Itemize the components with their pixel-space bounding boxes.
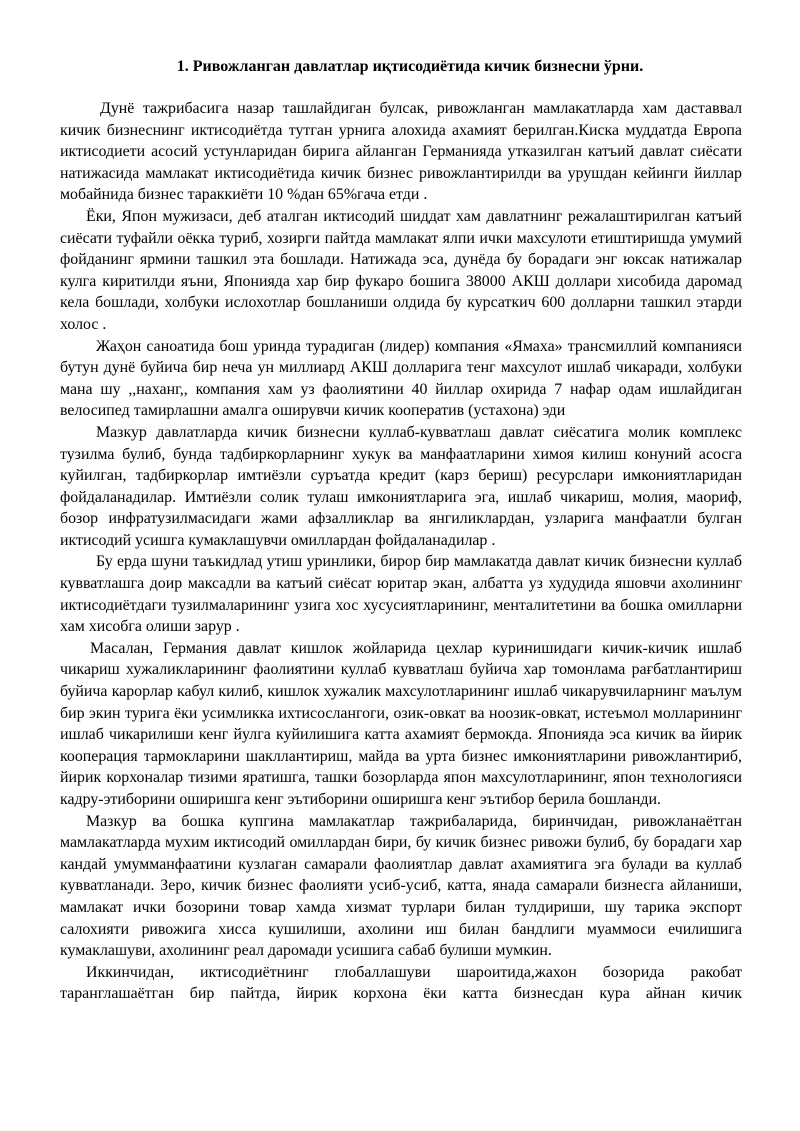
paragraph-4: Мазкур давлатларда кичик бизнесни куллаб-кувватлаш давлат сиёсатига молик комплекс тузилма булиб, бунда тадбиркорларнинг хукук ва манфаатларини химоя килиш конуний асосга куйилган, тадбиркорлар имтиёзли суръатда кредит (карз бериш) ресурслари имкониятларидан фойдаланадилар. Имтиёзли солик тулаш имкониятларига эга, ишлаб чикариш, молия, маориф, бозор инфратузилмасидаги жами афзалликлар ва янгиликлардан, узларига манфаатли булган иктисодий усишга кумаклашувчи омиллардан фойдаланадилар . xyxy=(60,423,742,549)
paragraph-2: Ёки, Япон мужизаси, деб аталган иктисодий шиддат хам давлатнинг режалаштирилган катъий сиёсати туфайли оёкка туриб, хозирги пайтда мамлакат ялпи ички махсулоти етиштиришда умумий фойданинг ярмини ташкил эта бошлади. Натижада эса, дунёда бу борадаги энг юксак натижалар кулга киритилди яъни, Японияда хар бир фукаро бошига 38000 АКШ доллари хисобида даромад кела бошлади, холбуки ислохотлар бошланиши олдида бу курсаткич 600 долларни ташкил этарди холос . xyxy=(60,207,742,333)
paragraph-1: Дунё тажрибасига назар ташлайдиган булсак, ривожланган мамлакатларда хам даставвал кичик бизнеснинг иктисодиётда тутган урнига алохида ахамият берилган.Киска муддатда Европа иктисодиети асосий устунларидан бирига айланган Германияда утказилган катъий давлат сиёсати натижасида мамлакат иктисодиётида кичик бизнес ривожлантирилди ва урушдан кейинги йиллар мобайнида бизнес тараккиёти 10 %дан 65%гача етди . xyxy=(60,100,742,204)
document-heading: 1. Ривожланган давлатлар иқтисодиётида кичик бизнесни ўрни. xyxy=(176,58,644,75)
paragraph-7: Мазкур ва бошка купгина мамлакатлар тажрибаларида, биринчидан, ривожланаётган мамлакатларда мухим иктисодий омиллардан бири, бу кичик бизнес ривожи булиб, бу борадаги хар кандай умумманфаатини кузлаган самарали фаолиятлар давлат ахамиятига эга булади ва куллаб кувватланади. Зеро, кичик бизнес фаолияти усиб-усиб, катта, янада самарали бизнесга айланиши, мамлакат ички бозорини товар хамда хизмат турлари билан тулдириши, шу тарика экспорт салохияти ривожига хисса кушилиши, ахолини иш билан бандлиги муаммоси ечилишига кумаклашуви, ахолининг реал даромади усишига сабаб булиши мумкин. xyxy=(60,812,742,960)
paragraph-5: Бу ерда шуни таъкидлад утиш уринлики, бирор бир мамлакатда давлат кичик бизнесни куллаб кувватлашга доир максадли ва катъий сиёсат юритар экан, албатта уз худудида яшовчи ахолининг иктисодиётдаги тузилмаларининг узига хос хусусиятларининг, менталитетини ва бошка омилларни хам хисобга олиши зарур . xyxy=(60,553,742,636)
paragraph-8: Иккинчидан, иктисодиётнинг глобаллашуви шароитида,жахон бозорида ракобат таранглашаётган бир пайтда, йирик корхона ёки катта бизнесдан кура айнан кичик xyxy=(60,963,742,1003)
document-page xyxy=(60,56,742,1005)
paragraph-6: Масалан, Германия давлат кишлок жойларида цехлар куринишидаги кичик-кичик ишлаб чикариш хужаликларининг фаолиятини куллаб кувватлаш буйича хар томонлама рағбатлантириш буйича карорлар кабул килиб, кишлок хужалик махсулотларининг ишлаб чикарувчиларнинг маълум бир экин турига ёки усимликка ихтисослангоги, озик-овкат ва ноозик-овкат, истеъмол молларининг ишлаб чикарилиши кенг йулга куйилишига катта ахамият бермокда. Японияда эса кичик ва йирик кооперация тармокларини шакллантириш, майда ва урта бизнес имкониятларини ривожлантириб, йирик корхоналар тизими яратишга, ташки бозорларда япон махсулотларининг, япон технологияси кадру-этиборини оширишга кенг эътиборини оширишга кенг эътибор берила бошланди. xyxy=(60,639,742,808)
paragraph-3: Жаҳон саноатида бош уринда турадиган (лидер) компания «Ямаха» трансмиллий компанияси бутун дунё буйича бир неча ун миллиард АКШ долларига тенг махсулот ишлаб чикаради, холбуки мана шу ,,наханг,, компания хам уз фаолиятини 40 йиллар охирида 7 нафар одам ишлайдиган велосипед тамирлашни амалга оширувчи кичик кооператив (устахона) эди xyxy=(60,337,742,420)
